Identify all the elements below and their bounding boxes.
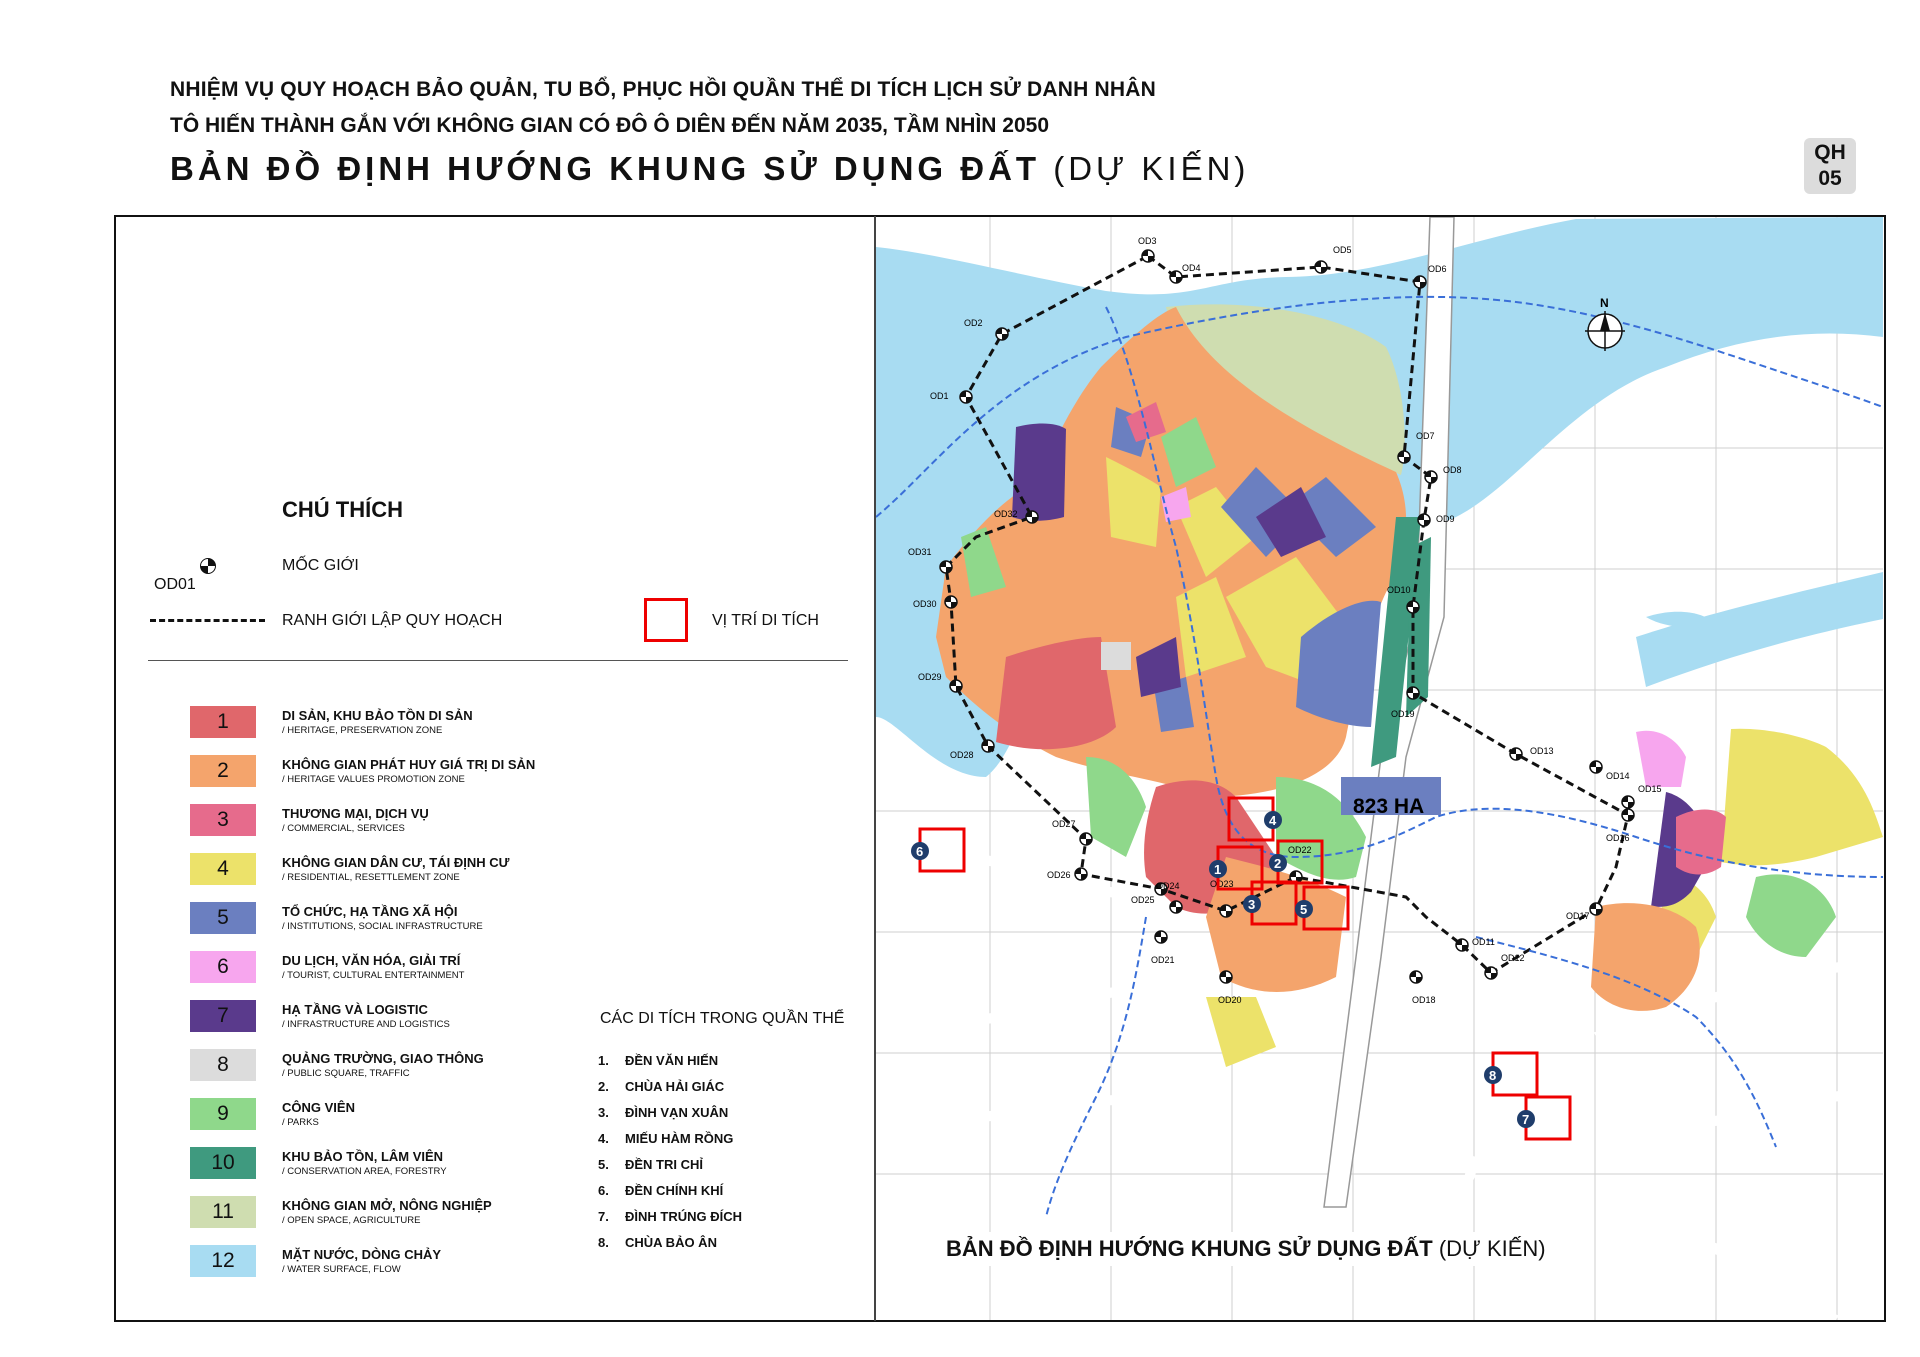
zone-swatch: 2 bbox=[190, 755, 256, 787]
zone-legend-item bbox=[190, 951, 750, 987]
zone-name-vi: CÔNG VIÊN bbox=[282, 1100, 355, 1115]
boundary-label: RANH GIỚI LẬP QUY HOẠCH bbox=[282, 612, 503, 629]
site-list-item bbox=[598, 1209, 742, 1224]
boundary-marker-code: OD9 bbox=[1436, 514, 1455, 524]
site-location-label: VỊ TRÍ DI TÍCH bbox=[712, 612, 819, 629]
site-list-item bbox=[598, 1079, 724, 1094]
boundary-marker-code: OD18 bbox=[1412, 995, 1436, 1005]
boundary-marker-code: OD23 bbox=[1210, 879, 1234, 889]
zone-swatch: 12 bbox=[190, 1245, 256, 1277]
site-number: 6. bbox=[598, 1183, 609, 1198]
site-list-item bbox=[598, 1157, 703, 1172]
boundary-marker-code: OD14 bbox=[1606, 771, 1630, 781]
boundary-marker-code: OD15 bbox=[1638, 784, 1662, 794]
site-number-label: 6 bbox=[916, 844, 924, 859]
boundary-marker-code: OD2 bbox=[964, 318, 983, 328]
project-title-line-2: TÔ HIẾN THÀNH GẮN VỚI KHÔNG GIAN CÓ ĐÔ Ô DIÊN ĐẾN NĂM 2035, TẦM NHÌN 2050 bbox=[170, 114, 1050, 137]
site-number-label: 4 bbox=[1269, 813, 1277, 828]
boundary-marker-code: OD32 bbox=[994, 509, 1018, 519]
site-number: 5. bbox=[598, 1157, 609, 1172]
site-name: ĐÌNH VẠN XUÂN bbox=[625, 1105, 729, 1120]
zone-swatch: 7 bbox=[190, 1000, 256, 1032]
zone-square-west bbox=[1101, 642, 1131, 670]
site-list-item bbox=[598, 1105, 728, 1120]
zone-name-vi: KHU BẢO TỒN, LÂM VIÊN bbox=[282, 1149, 444, 1164]
boundary-marker-code: OD26 bbox=[1047, 870, 1071, 880]
marker-code-example: OD01 bbox=[154, 576, 196, 593]
site-number: 7. bbox=[598, 1209, 609, 1224]
map-caption bbox=[938, 1232, 1554, 1266]
zone-name-en: / COMMERCIAL, SERVICES bbox=[282, 823, 405, 834]
zone-swatch: 8 bbox=[190, 1049, 256, 1081]
site-list-item bbox=[598, 1131, 733, 1146]
zone-swatch: 6 bbox=[190, 951, 256, 983]
site-name: ĐỀN VĂN HIẾN bbox=[625, 1053, 719, 1068]
legend-title: CHÚ THÍCH bbox=[282, 497, 403, 522]
boundary-marker-code: OD17 bbox=[1566, 911, 1590, 921]
zone-name-en: / INSTITUTIONS, SOCIAL INFRASTRUCTURE bbox=[282, 921, 483, 932]
map-caption-main: BẢN ĐỒ ĐỊNH HƯỚNG KHUNG SỬ DỤNG ĐẤT bbox=[946, 1236, 1433, 1261]
boundary-marker-code: OD31 bbox=[908, 547, 932, 557]
boundary-marker-code: OD20 bbox=[1218, 995, 1242, 1005]
site-number-label: 7 bbox=[1522, 1112, 1530, 1127]
map-caption-sub: (DỰ KIẾN) bbox=[1438, 1236, 1546, 1261]
boundary-marker-code: OD25 bbox=[1131, 895, 1155, 905]
zone-name-en: / OPEN SPACE, AGRICULTURE bbox=[282, 1215, 421, 1226]
zone-name-vi: TỔ CHỨC, HẠ TẦNG XÃ HỘI bbox=[282, 904, 458, 919]
site-name: CHÙA HẢI GIÁC bbox=[625, 1079, 725, 1094]
zone-name-en: / CONSERVATION AREA, FORESTRY bbox=[282, 1166, 447, 1177]
boundary-marker-code: OD22 bbox=[1288, 845, 1312, 855]
zone-name-en: / RESIDENTIAL, RESETTLEMENT ZONE bbox=[282, 872, 460, 883]
site-list-item bbox=[598, 1235, 717, 1250]
boundary-marker-code: OD3 bbox=[1138, 236, 1157, 246]
zone-swatch: 5 bbox=[190, 902, 256, 934]
site-number: 3. bbox=[598, 1105, 609, 1120]
sheet-code-badge bbox=[1804, 138, 1856, 194]
boundary-marker-code: OD5 bbox=[1333, 245, 1352, 255]
zone-name-vi: DI SẢN, KHU BẢO TỒN DI SẢN bbox=[282, 708, 473, 723]
zone-swatch: 3 bbox=[190, 804, 256, 836]
zone-name-vi: QUẢNG TRƯỜNG, GIAO THÔNG bbox=[282, 1051, 484, 1066]
boundary-marker-code: OD7 bbox=[1416, 431, 1435, 441]
zone-name-vi: KHÔNG GIAN DÂN CƯ, TÁI ĐỊNH CƯ bbox=[282, 855, 510, 870]
zone-name-en: / HERITAGE VALUES PROMOTION ZONE bbox=[282, 774, 465, 785]
boundary-marker bbox=[1047, 868, 1087, 880]
site-location-icon bbox=[644, 598, 688, 642]
zone-name-vi: MẶT NƯỚC, DÒNG CHẢY bbox=[282, 1247, 442, 1262]
boundary-marker-code: OD28 bbox=[950, 750, 974, 760]
boundary-marker-code: OD10 bbox=[1387, 585, 1411, 595]
zone-swatch: 1 bbox=[190, 706, 256, 738]
site-name: ĐỀN TRI CHỈ bbox=[625, 1157, 703, 1172]
zone-commercial-east bbox=[1676, 810, 1726, 875]
zone-logistics-west bbox=[1012, 423, 1066, 520]
site-name: CHÙA BẢO ÂN bbox=[625, 1235, 717, 1250]
zone-swatch: 10 bbox=[190, 1147, 256, 1179]
site-name: ĐÌNH TRÚNG ĐÍCH bbox=[625, 1209, 742, 1224]
zone-legend-item bbox=[190, 1245, 750, 1281]
site-number: 2. bbox=[598, 1079, 609, 1094]
site-number: 1. bbox=[598, 1053, 609, 1068]
zone-swatch: 4 bbox=[190, 853, 256, 885]
site-list-item bbox=[598, 1183, 723, 1198]
map-title-main: BẢN ĐỒ ĐỊNH HƯỚNG KHUNG SỬ DỤNG ĐẤT bbox=[170, 150, 1041, 187]
site-number-label: 8 bbox=[1489, 1068, 1497, 1083]
sheet-code-prefix: QH bbox=[1814, 141, 1846, 164]
land-use-map[interactable] bbox=[876, 217, 1883, 1320]
boundary-line-symbol bbox=[150, 619, 265, 622]
zone-swatch: 11 bbox=[190, 1196, 256, 1228]
boundary-marker-code: OD13 bbox=[1530, 746, 1554, 756]
boundary-marker-code: OD6 bbox=[1428, 264, 1447, 274]
sites-list-title: CÁC DI TÍCH TRONG QUẦN THỂ bbox=[600, 1010, 845, 1027]
zone-name-vi: KHÔNG GIAN MỞ, NÔNG NGHIỆP bbox=[282, 1198, 492, 1213]
site-list-item bbox=[598, 1053, 718, 1068]
boundary-marker-code: OD1 bbox=[930, 391, 949, 401]
boundary-marker-code: OD8 bbox=[1443, 465, 1462, 475]
zone-swatch: 9 bbox=[190, 1098, 256, 1130]
boundary-marker-code: OD16 bbox=[1606, 833, 1630, 843]
boundary-marker-code: OD11 bbox=[1472, 937, 1495, 947]
boundary-marker-icon bbox=[200, 558, 216, 574]
zone-name-en: / PARKS bbox=[282, 1117, 319, 1128]
zone-name-en: / INFRASTRUCTURE AND LOGISTICS bbox=[282, 1019, 450, 1030]
site-number-label: 1 bbox=[1214, 862, 1222, 877]
site-number-label: 2 bbox=[1274, 856, 1282, 871]
zone-name-vi: KHÔNG GIAN PHÁT HUY GIÁ TRỊ DI SẢN bbox=[282, 757, 536, 772]
site-name: MIẾU HÀM RỒNG bbox=[625, 1131, 734, 1146]
boundary-marker-code: OD12 bbox=[1501, 953, 1525, 963]
site-number: 8. bbox=[598, 1235, 609, 1250]
area-label: 823 HA bbox=[1353, 795, 1425, 818]
north-label: N bbox=[1600, 296, 1609, 310]
boundary-marker-code: OD29 bbox=[918, 672, 942, 682]
site-number: 4. bbox=[598, 1131, 609, 1146]
legend-divider bbox=[148, 660, 848, 661]
site-number-label: 5 bbox=[1300, 902, 1308, 917]
zone-name-en: / HERITAGE, PRESERVATION ZONE bbox=[282, 725, 443, 736]
zone-name-en: / WATER SURFACE, FLOW bbox=[282, 1264, 401, 1275]
zone-legend-item bbox=[190, 902, 750, 938]
project-title-line-1: NHIỆM VỤ QUY HOẠCH BẢO QUẢN, TU BỔ, PHỤC HỒI QUẦN THỂ DI TÍCH LỊCH SỬ DANH NHÂN bbox=[170, 78, 1157, 101]
boundary-marker-code: OD19 bbox=[1391, 709, 1415, 719]
boundary-marker-code: OD21 bbox=[1151, 955, 1175, 965]
zone-legend-item bbox=[190, 853, 750, 889]
site-number-label: 3 bbox=[1248, 897, 1256, 912]
zone-name-en: / TOURIST, CULTURAL ENTERTAINMENT bbox=[282, 970, 465, 981]
boundary-marker-code: OD24 bbox=[1156, 881, 1180, 891]
boundary-marker-code: OD30 bbox=[913, 599, 937, 609]
sheet-code-number: 05 bbox=[1818, 167, 1842, 190]
map-title-sub: (DỰ KIẾN) bbox=[1053, 150, 1250, 187]
zone-legend-item bbox=[190, 755, 750, 791]
boundary-marker-code: OD27 bbox=[1052, 819, 1076, 829]
zone-name-vi: THƯƠNG MẠI, DỊCH VỤ bbox=[282, 806, 429, 821]
marker-label: MỐC GIỚI bbox=[282, 557, 359, 574]
zone-name-vi: HẠ TẦNG VÀ LOGISTIC bbox=[282, 1002, 428, 1017]
site-name: ĐỀN CHÍNH KHÍ bbox=[625, 1183, 724, 1198]
map-title bbox=[170, 150, 1249, 188]
zone-name-vi: DU LỊCH, VĂN HÓA, GIẢI TRÍ bbox=[282, 953, 461, 968]
zone-legend-item bbox=[190, 804, 750, 840]
zone-legend-item bbox=[190, 706, 750, 742]
zone-name-en: / PUBLIC SQUARE, TRAFFIC bbox=[282, 1068, 410, 1079]
boundary-marker-code: OD4 bbox=[1182, 263, 1201, 273]
